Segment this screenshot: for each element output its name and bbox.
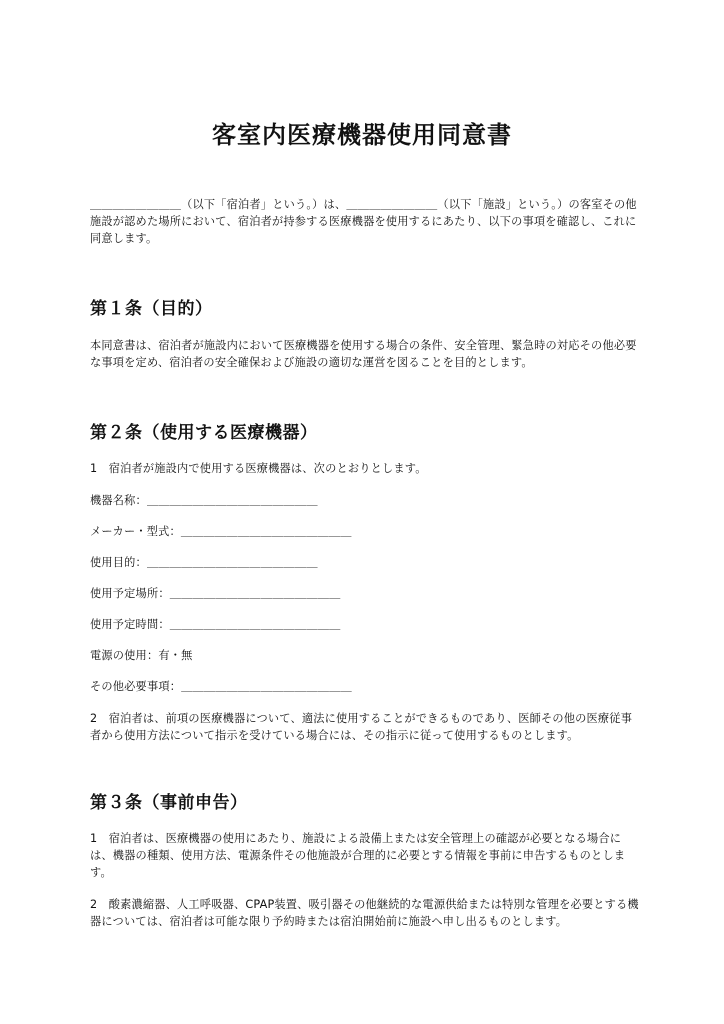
field-other: その他必要事項：＿＿＿＿＿＿＿＿＿＿＿＿＿＿＿: [90, 680, 352, 693]
field-location: 使用予定場所：＿＿＿＿＿＿＿＿＿＿＿＿＿＿＿: [90, 587, 341, 600]
article-2-heading: 第２条（使用する医療機器）: [90, 423, 318, 443]
article-2-item-2: 2 宿泊者は、前項の医療機器について、適法に使用することができるものであり、医師その他の医療従事者から使用方法について指示を受けている場合には、その指示に従って使用するものとします。: [90, 712, 633, 742]
article-3-item-2: 2 酸素濃縮器、人工呼吸器、CPAP装置、吸引器その他継続的な電源供給または特別な管理を必要とする機器については、宿泊者は可能な限り予約時または宿泊開始前に施設へ申し出るものとします。: [90, 898, 639, 928]
article-1-heading: 第１条（目的）: [90, 299, 213, 319]
article-2-item-1: 1 宿泊者が施設内で使用する医療機器は、次のとおりとします。: [90, 462, 427, 475]
preamble-paragraph: ＿＿＿＿＿＿＿＿（以下「宿泊者」という。）は、＿＿＿＿＿＿＿＿（以下「施設」という。）の客室その他施設が認めた場所において、宿泊者が持参する医療機器を使用するにあたり、以下の事項を確認し、これに同意します。: [90, 198, 637, 245]
article-3-item-1: 1 宿泊者は、医療機器の使用にあたり、施設による設備上または安全管理上の確認が必要となる場合には、機器の種類、使用方法、電源条件その他施設が合理的に必要とする情報を事前に申告するものとします。: [90, 832, 626, 879]
field-time: 使用予定時間：＿＿＿＿＿＿＿＿＿＿＿＿＿＿＿: [90, 618, 341, 631]
field-power: 電源の使用：有・無: [90, 649, 193, 662]
article-1-body: 本同意書は、宿泊者が施設内において医療機器を使用する場合の条件、安全管理、緊急時の対応その他必要な事項を定め、宿泊者の安全確保および施設の適切な運営を図ることを目的とします。: [90, 339, 637, 369]
document-title: 客室内医療機器使用同意書: [212, 121, 512, 149]
field-maker-model: メーカー・型式：＿＿＿＿＿＿＿＿＿＿＿＿＿＿＿: [90, 525, 352, 538]
field-device-name: 機器名称：＿＿＿＿＿＿＿＿＿＿＿＿＿＿＿: [90, 494, 318, 507]
article-3-heading: 第３条（事前申告）: [90, 793, 248, 813]
field-purpose: 使用目的：＿＿＿＿＿＿＿＿＿＿＿＿＿＿＿: [90, 556, 318, 569]
